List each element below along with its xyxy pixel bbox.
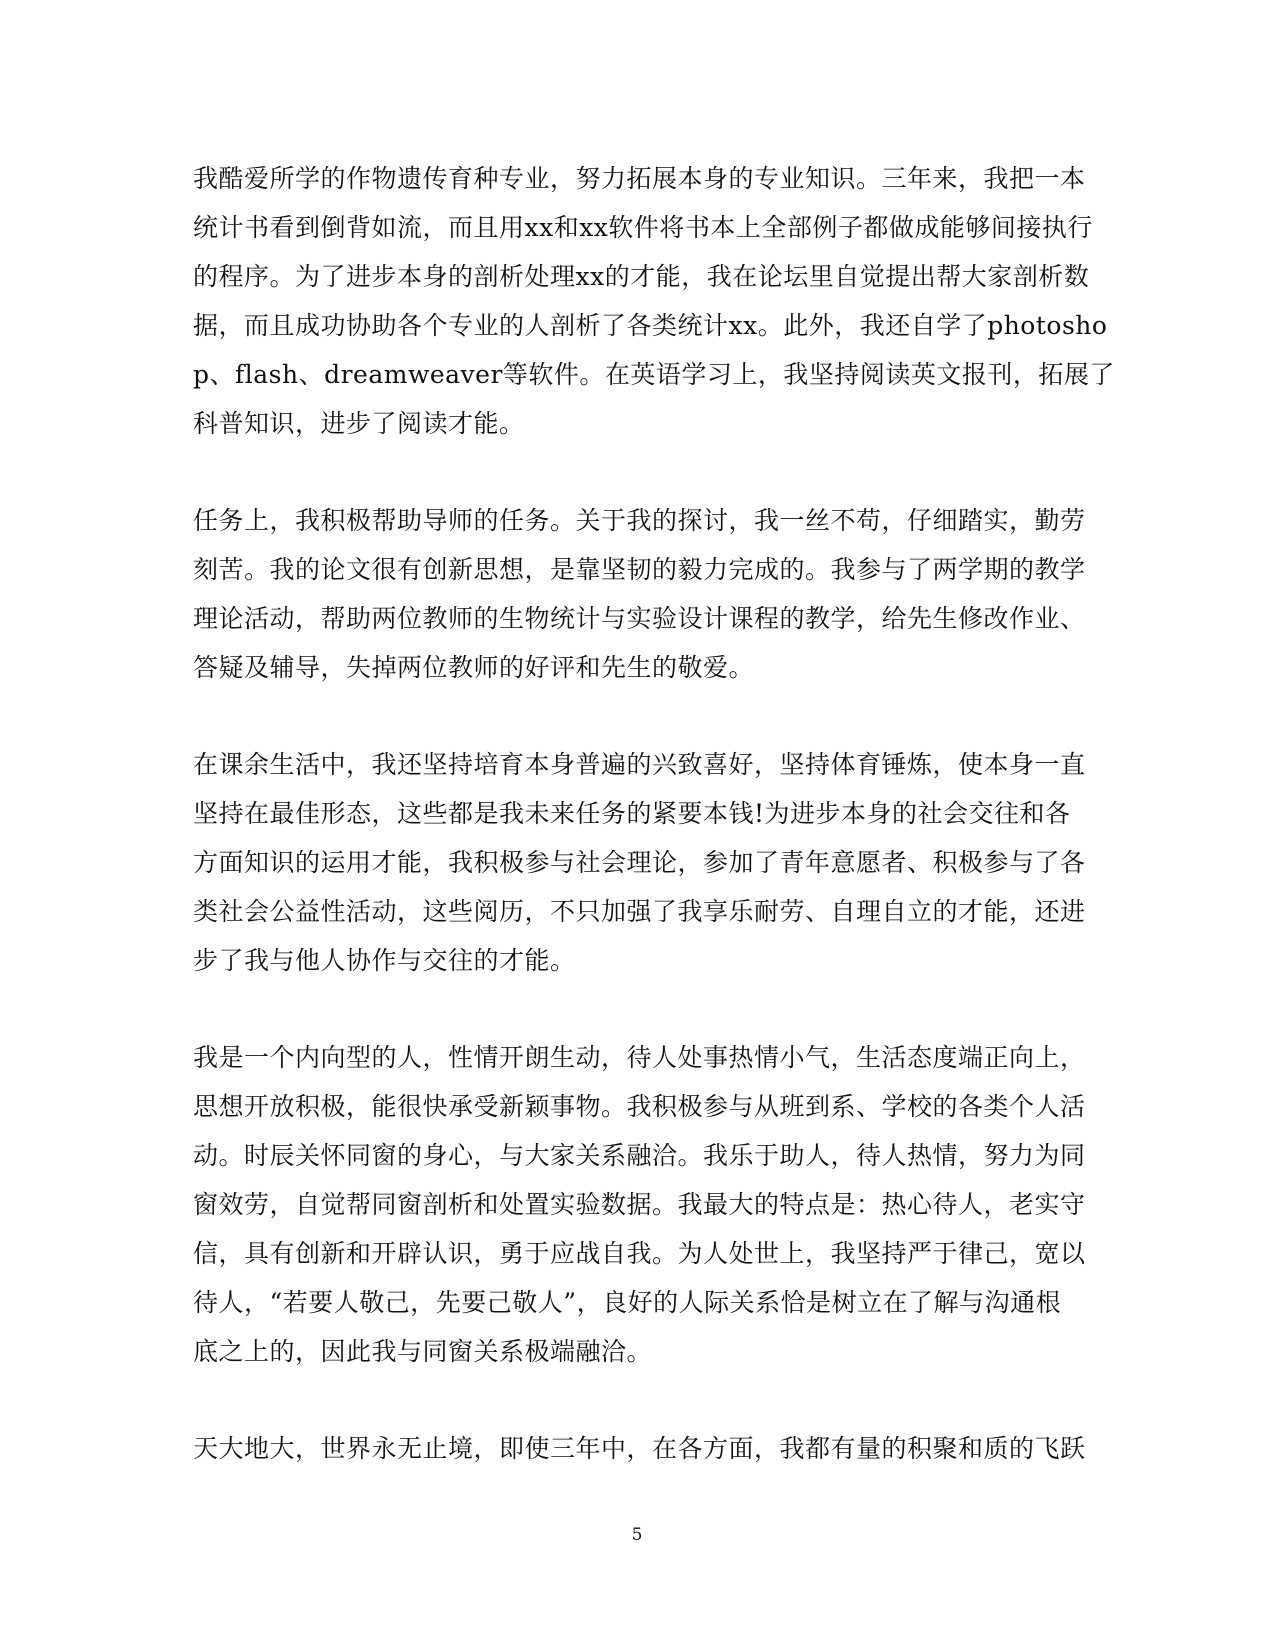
text-line: 的程序。为了进步本身的剖析处理xx的才能，我在论坛里自觉提出帮大家剖析数: [193, 262, 1090, 291]
text-line: 理论活动，帮助两位教师的生物统计与实验设计课程的教学，给先生修改作业、: [193, 604, 1086, 633]
paragraph-4: [193, 1033, 1086, 1376]
text-line: 类社会公益性活动，这些阅历，不只加强了我享乐耐劳、自理自立的才能，还进: [193, 897, 1086, 926]
text-line: 科普知识，进步了阅读才能。: [193, 409, 525, 438]
text-line: 方面知识的运用才能，我积极参与社会理论，参加了青年意愿者、积极参与了各: [193, 848, 1086, 877]
text-line: 待人，“若要人敬己，先要己敬人”，良好的人际关系恰是树立在了解与沟通根: [193, 1288, 1062, 1317]
text-line: 底之上的，因此我与同窗关系极端融洽。: [193, 1337, 653, 1366]
text-line: 任务上，我积极帮助导师的任务。关于我的探讨，我一丝不苟，仔细踏实，勤劳: [193, 506, 1086, 535]
paragraph-2: [193, 496, 1086, 692]
text-line: 据，而且成功协助各个专业的人剖析了各类统计xx。此外，我还自学了photosho: [193, 311, 1108, 340]
text-line: 步了我与他人协作与交往的才能。: [193, 946, 576, 975]
paragraph-5: [193, 1424, 1086, 1473]
paragraph-3: [193, 740, 1086, 985]
document-body: [193, 154, 1115, 1521]
text-line: 我酷爱所学的作物遗传育种专业，努力拓展本身的专业知识。三年来，我把一本: [193, 164, 1086, 193]
text-line: 答疑及辅导，失掉两位教师的好评和先生的敬爱。: [193, 653, 755, 682]
text-line: 坚持在最佳形态，这些都是我未来任务的紧要本钱!为进步本身的社会交往和各: [193, 799, 1071, 828]
text-line: 天大地大，世界永无止境，即使三年中，在各方面，我都有量的积聚和质的飞跃: [193, 1434, 1086, 1463]
text-line: 思想开放积极，能很快承受新颖事物。我积极参与从班到系、学校的各类个人活: [193, 1092, 1086, 1121]
text-line: 刻苦。我的论文很有创新思想，是靠坚韧的毅力完成的。我参与了两学期的教学: [193, 555, 1086, 584]
text-line: 在课余生活中，我还坚持培育本身普遍的兴致喜好，坚持体育锤炼，使本身一直: [193, 750, 1086, 779]
text-line: p、flash、dreamweaver等软件。在英语学习上，我坚持阅读英文报刊，拓展了: [193, 360, 1115, 389]
paragraph-1: [193, 154, 1115, 448]
text-line: 我是一个内向型的人，性情开朗生动，待人处事热情小气，生活态度端正向上，: [193, 1043, 1086, 1072]
text-line: 窗效劳，自觉帮同窗剖析和处置实验数据。我最大的特点是：热心待人，老实守: [193, 1190, 1086, 1219]
text-line: 动。时辰关怀同窗的身心，与大家关系融洽。我乐于助人，待人热情，努力为同: [193, 1141, 1086, 1170]
page-number: 5: [631, 1525, 643, 1545]
text-line: 统计书看到倒背如流，而且用xx和xx软件将书本上全部例子都做成能够间接执行: [193, 213, 1093, 242]
text-line: 信，具有创新和开辟认识，勇于应战自我。为人处世上，我坚持严于律己，宽以: [193, 1239, 1086, 1268]
